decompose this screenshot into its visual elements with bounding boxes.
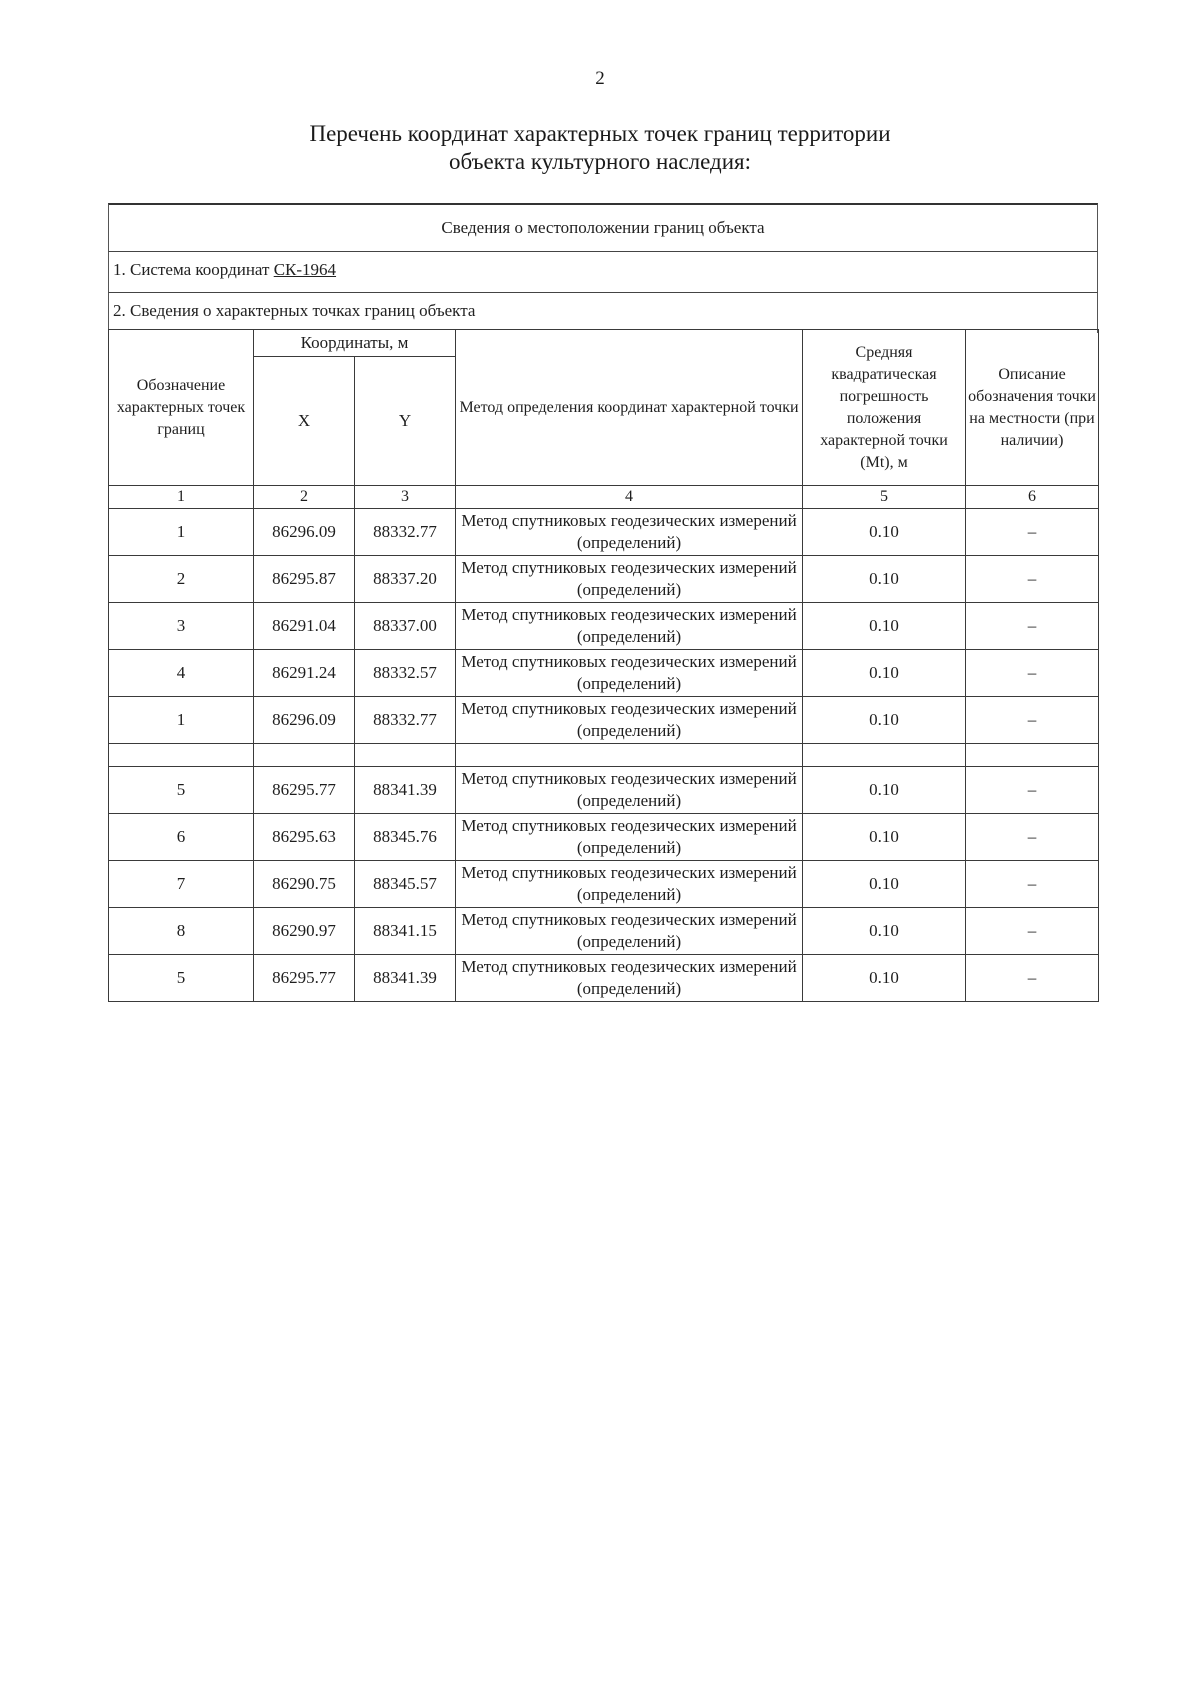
column-number: 6	[966, 486, 1099, 509]
method: Метод спутниковых геодезических измерений (определений)	[456, 814, 803, 861]
error-value: 0.10	[803, 556, 966, 603]
error-value: 0.10	[803, 697, 966, 744]
description-value: –	[966, 861, 1099, 908]
point-designation: 5	[109, 767, 254, 814]
point-designation: 2	[109, 556, 254, 603]
table-row	[109, 814, 1099, 861]
coordinate-system-value: СК-1964	[273, 260, 337, 279]
coordinate-x: 86290.75	[254, 861, 355, 908]
coordinate-x: 86295.77	[254, 955, 355, 1002]
separator-cell	[355, 744, 456, 767]
method: Метод спутниковых геодезических измерений (определений)	[456, 697, 803, 744]
column-number: 1	[109, 486, 254, 509]
error-value: 0.10	[803, 650, 966, 697]
coordinate-y: 88337.20	[355, 556, 456, 603]
separator-cell	[966, 744, 1099, 767]
description-value: –	[966, 814, 1099, 861]
table-row	[109, 556, 1099, 603]
column-number: 2	[254, 486, 355, 509]
table-row	[109, 697, 1099, 744]
description-value: –	[966, 955, 1099, 1002]
separator-cell	[456, 744, 803, 767]
points-table-body	[109, 509, 1099, 1002]
coordinate-x: 86291.24	[254, 650, 355, 697]
point-designation: 8	[109, 908, 254, 955]
description-value: –	[966, 603, 1099, 650]
method: Метод спутниковых геодезических измерений (определений)	[456, 955, 803, 1002]
description-value: –	[966, 509, 1099, 556]
error-value: 0.10	[803, 509, 966, 556]
separator-cell	[803, 744, 966, 767]
error-value: 0.10	[803, 908, 966, 955]
point-designation: 7	[109, 861, 254, 908]
coordinate-y: 88341.39	[355, 767, 456, 814]
error-value: 0.10	[803, 767, 966, 814]
coordinate-x: 86295.63	[254, 814, 355, 861]
coordinate-system-line	[108, 251, 1098, 292]
title-line-1: Перечень координат характерных точек границ территории	[309, 121, 891, 146]
table-row	[109, 861, 1099, 908]
method: Метод спутниковых геодезических измерений (определений)	[456, 650, 803, 697]
method: Метод спутниковых геодезических измерений (определений)	[456, 767, 803, 814]
header-method: Метод определения координат характерной точки	[456, 330, 803, 486]
table-row	[109, 767, 1099, 814]
description-value: –	[966, 556, 1099, 603]
coordinate-x: 86290.97	[254, 908, 355, 955]
table-row	[109, 650, 1099, 697]
coordinate-x: 86296.09	[254, 697, 355, 744]
description-value: –	[966, 697, 1099, 744]
coordinate-x: 86295.87	[254, 556, 355, 603]
column-number: 3	[355, 486, 456, 509]
method: Метод спутниковых геодезических измерений (определений)	[456, 556, 803, 603]
separator-cell	[109, 744, 254, 767]
header-description: Описание обозначения точки на местности (при наличии)	[966, 330, 1099, 486]
header-x: X	[254, 357, 355, 486]
method: Метод спутниковых геодезических измерений (определений)	[456, 509, 803, 556]
coordinate-x: 86291.04	[254, 603, 355, 650]
coordinate-y: 88332.77	[355, 509, 456, 556]
coordinate-y: 88345.76	[355, 814, 456, 861]
error-value: 0.10	[803, 955, 966, 1002]
error-value: 0.10	[803, 814, 966, 861]
coordinate-y: 88341.15	[355, 908, 456, 955]
coordinate-y: 88345.57	[355, 861, 456, 908]
error-value: 0.10	[803, 603, 966, 650]
column-number: 4	[456, 486, 803, 509]
point-designation: 1	[109, 697, 254, 744]
coordinates-table	[108, 329, 1099, 1002]
method: Метод спутниковых геодезических измерений (определений)	[456, 908, 803, 955]
coordinate-y: 88332.57	[355, 650, 456, 697]
method: Метод спутниковых геодезических измерений (определений)	[456, 861, 803, 908]
coordinate-y: 88332.77	[355, 697, 456, 744]
coordinate-x: 86296.09	[254, 509, 355, 556]
column-number: 5	[803, 486, 966, 509]
header-coordinates: Координаты, м	[254, 330, 456, 357]
header-y: Y	[355, 357, 456, 486]
coordinate-x: 86295.77	[254, 767, 355, 814]
page-number: 2	[595, 68, 605, 89]
table-row	[109, 955, 1099, 1002]
point-designation: 3	[109, 603, 254, 650]
point-designation: 5	[109, 955, 254, 1002]
table-row	[109, 603, 1099, 650]
group-separator-row	[109, 744, 1099, 767]
description-value: –	[966, 908, 1099, 955]
method: Метод спутниковых геодезических измерений (определений)	[456, 603, 803, 650]
coordinate-y: 88337.00	[355, 603, 456, 650]
description-value: –	[966, 767, 1099, 814]
description-value: –	[966, 650, 1099, 697]
document-title	[0, 120, 1200, 176]
point-designation: 6	[109, 814, 254, 861]
point-designation: 4	[109, 650, 254, 697]
coordinate-system-label: 1. Система координат	[113, 260, 274, 279]
table-row	[109, 908, 1099, 955]
location-info-block	[108, 203, 1098, 333]
point-designation: 1	[109, 509, 254, 556]
header-error: Средняя квадратическая погрешность положения характерной точки (Mt), м	[803, 330, 966, 486]
coordinate-y: 88341.39	[355, 955, 456, 1002]
points-info-heading: 2. Сведения о характерных точках границ объекта	[108, 292, 1098, 333]
header-designation: Обозначение характерных точек границ	[109, 330, 254, 486]
location-info-heading: Сведения о местоположении границ объекта	[108, 203, 1098, 251]
error-value: 0.10	[803, 861, 966, 908]
separator-cell	[254, 744, 355, 767]
title-line-2: объекта культурного наследия:	[448, 149, 752, 174]
table-row	[109, 509, 1099, 556]
